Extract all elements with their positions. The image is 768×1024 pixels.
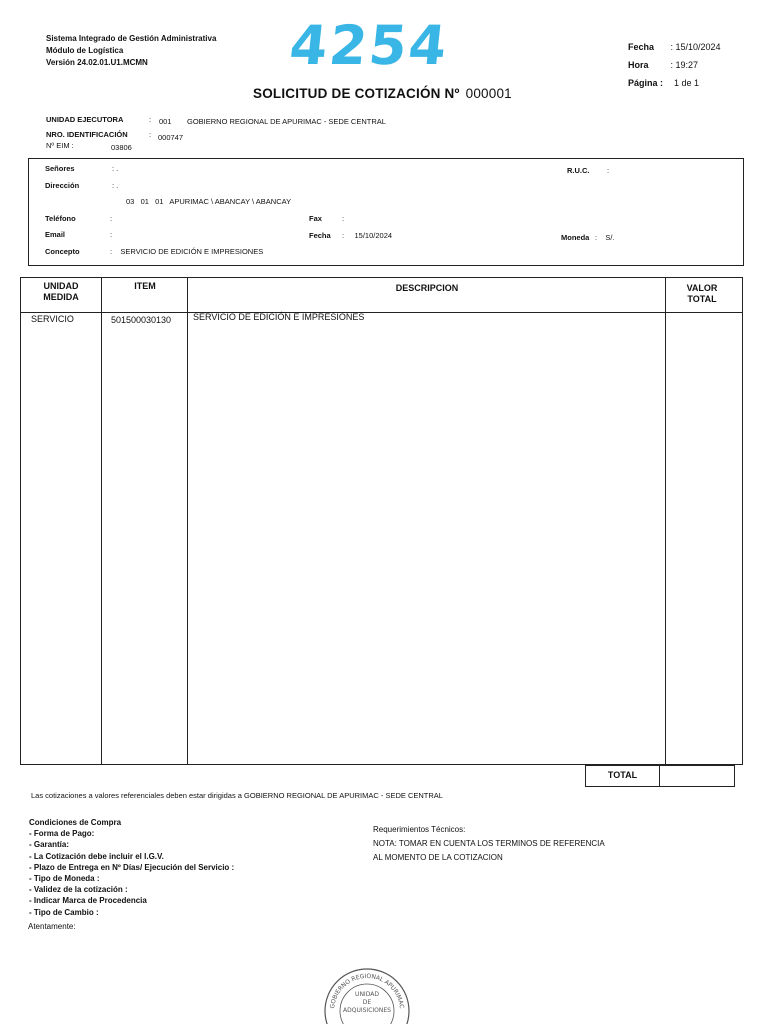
condition-item: - Garantía:: [29, 840, 70, 850]
hora-value: : 19:27: [670, 60, 699, 70]
stamp-line-1: UNIDAD: [355, 991, 379, 998]
version: Versión 24.02.01.U1.MCMN: [46, 58, 148, 67]
ruc-label: R.U.C.: [567, 166, 590, 175]
fecha-supplier-label: Fecha: [309, 231, 331, 240]
condition-item: - Tipo de Cambio :: [29, 907, 99, 917]
ue-label: UNIDAD EJECUTORA: [46, 115, 124, 124]
title-text: SOLICITUD DE COTIZACIÓN Nº: [253, 86, 460, 101]
telefono-value: :: [110, 214, 113, 223]
system-info: [46, 33, 216, 69]
eim-label: Nº EIM :: [46, 141, 74, 150]
row-item: 501500030130: [111, 315, 172, 325]
condition-item: - Tipo de Moneda :: [29, 874, 100, 884]
condition-item: - Validez de la cotización :: [29, 885, 128, 895]
requirements-title: Requerimientos Técnicos:: [373, 825, 466, 834]
total-box: [585, 765, 735, 787]
ubigeo: 03 01 01 APURIMAC \ ABANCAY \ ABANCAY: [126, 197, 292, 206]
ue-name: GOBIERNO REGIONAL DE APURIMAC - SEDE CENTRAL: [187, 117, 386, 126]
condition-item: - La Cotización debe incluir el I.G.V.: [29, 851, 164, 861]
purchase-conditions: [29, 817, 234, 918]
footnote: Las cotizaciones a valores referenciales deben estar dirigidas a GOBIERNO REGIONAL DE APURIMAC - SEDE CENTRAL: [31, 791, 443, 800]
requirements-note-2: AL MOMENTO DE LA COTIZACION: [373, 853, 503, 862]
header-unidad-medida: UNIDAD MEDIDA: [43, 281, 79, 302]
pagina-value: 1 de 1: [674, 78, 700, 88]
header-descripcion: DESCRIPCION: [395, 283, 459, 293]
requirements-note-1: NOTA: TOMAR EN CUENTA LOS TERMINOS DE REFERENCIA: [373, 839, 605, 848]
ue-code: 001: [159, 117, 172, 126]
concepto-value: : SERVICIO DE EDICIÓN E IMPRESIONES: [110, 247, 264, 256]
handwritten-number: 4254: [286, 14, 452, 77]
condition-item: - Indicar Marca de Procedencia: [29, 896, 147, 906]
header-valor-total: VALOR TOTAL: [686, 283, 718, 304]
col-divider: [187, 278, 188, 764]
system-name: Sistema Integrado de Gestión Administrativa: [46, 34, 217, 43]
header-item: ITEM: [134, 281, 156, 291]
fecha-label: Fecha: [628, 42, 655, 52]
ruc-value: :: [607, 166, 610, 175]
col-divider: [665, 278, 666, 764]
direccion-value: : .: [112, 181, 119, 190]
email-label: Email: [45, 230, 66, 239]
ue-sep: :: [149, 115, 152, 124]
nro-value: 000747: [158, 133, 184, 142]
concepto-label: Concepto: [45, 247, 80, 256]
header-divider: [21, 312, 742, 313]
fax-value: :: [342, 214, 345, 223]
title-number: 000001: [465, 86, 512, 101]
atentamente: Atentamente:: [28, 922, 76, 931]
total-divider: [659, 766, 660, 786]
fax-label: Fax: [309, 214, 322, 223]
moneda-value: : S/.: [595, 233, 615, 242]
technical-requirements: [373, 823, 605, 865]
senores-label: Señores: [45, 164, 75, 173]
senores-value: : .: [112, 164, 119, 173]
condition-item: - Plazo de Entrega en Nº Días/ Ejecución del Servicio :: [29, 862, 235, 872]
stamp-line-3: ADQUISICIONES: [343, 1007, 391, 1014]
document-meta: [628, 38, 721, 92]
telefono-label: Teléfono: [45, 214, 76, 223]
direccion-label: Dirección: [45, 181, 80, 190]
row-descripcion: SERVICIO DE EDICIÓN E IMPRESIONES: [193, 312, 365, 322]
stamp-line-2: DE: [362, 999, 372, 1006]
document-title: [253, 86, 512, 101]
row-unidad: SERVICIO: [31, 314, 74, 324]
module-name: Módulo de Logística: [46, 46, 124, 55]
col-divider: [101, 278, 102, 764]
fecha-value: : 15/10/2024: [670, 42, 721, 52]
condition-item: - Forma de Pago:: [29, 829, 95, 839]
eim-value: 03806: [111, 143, 132, 152]
moneda-label: Moneda: [561, 233, 590, 242]
email-value: :: [110, 230, 113, 239]
nro-sep: :: [149, 130, 152, 139]
hora-label: Hora: [628, 60, 649, 70]
items-table: [20, 277, 743, 765]
stamp-seal: [322, 966, 412, 1024]
pagina-label: Página :: [628, 78, 664, 88]
total-label: TOTAL: [607, 770, 638, 780]
conditions-title: Condiciones de Compra: [29, 818, 122, 827]
stamp-ring-text: GOBIERNO REGIONAL APURIMAC: [329, 972, 405, 1010]
nro-label: NRO. IDENTIFICACIÓN: [46, 130, 128, 139]
fecha-supplier-value: : 15/10/2024: [342, 231, 393, 240]
